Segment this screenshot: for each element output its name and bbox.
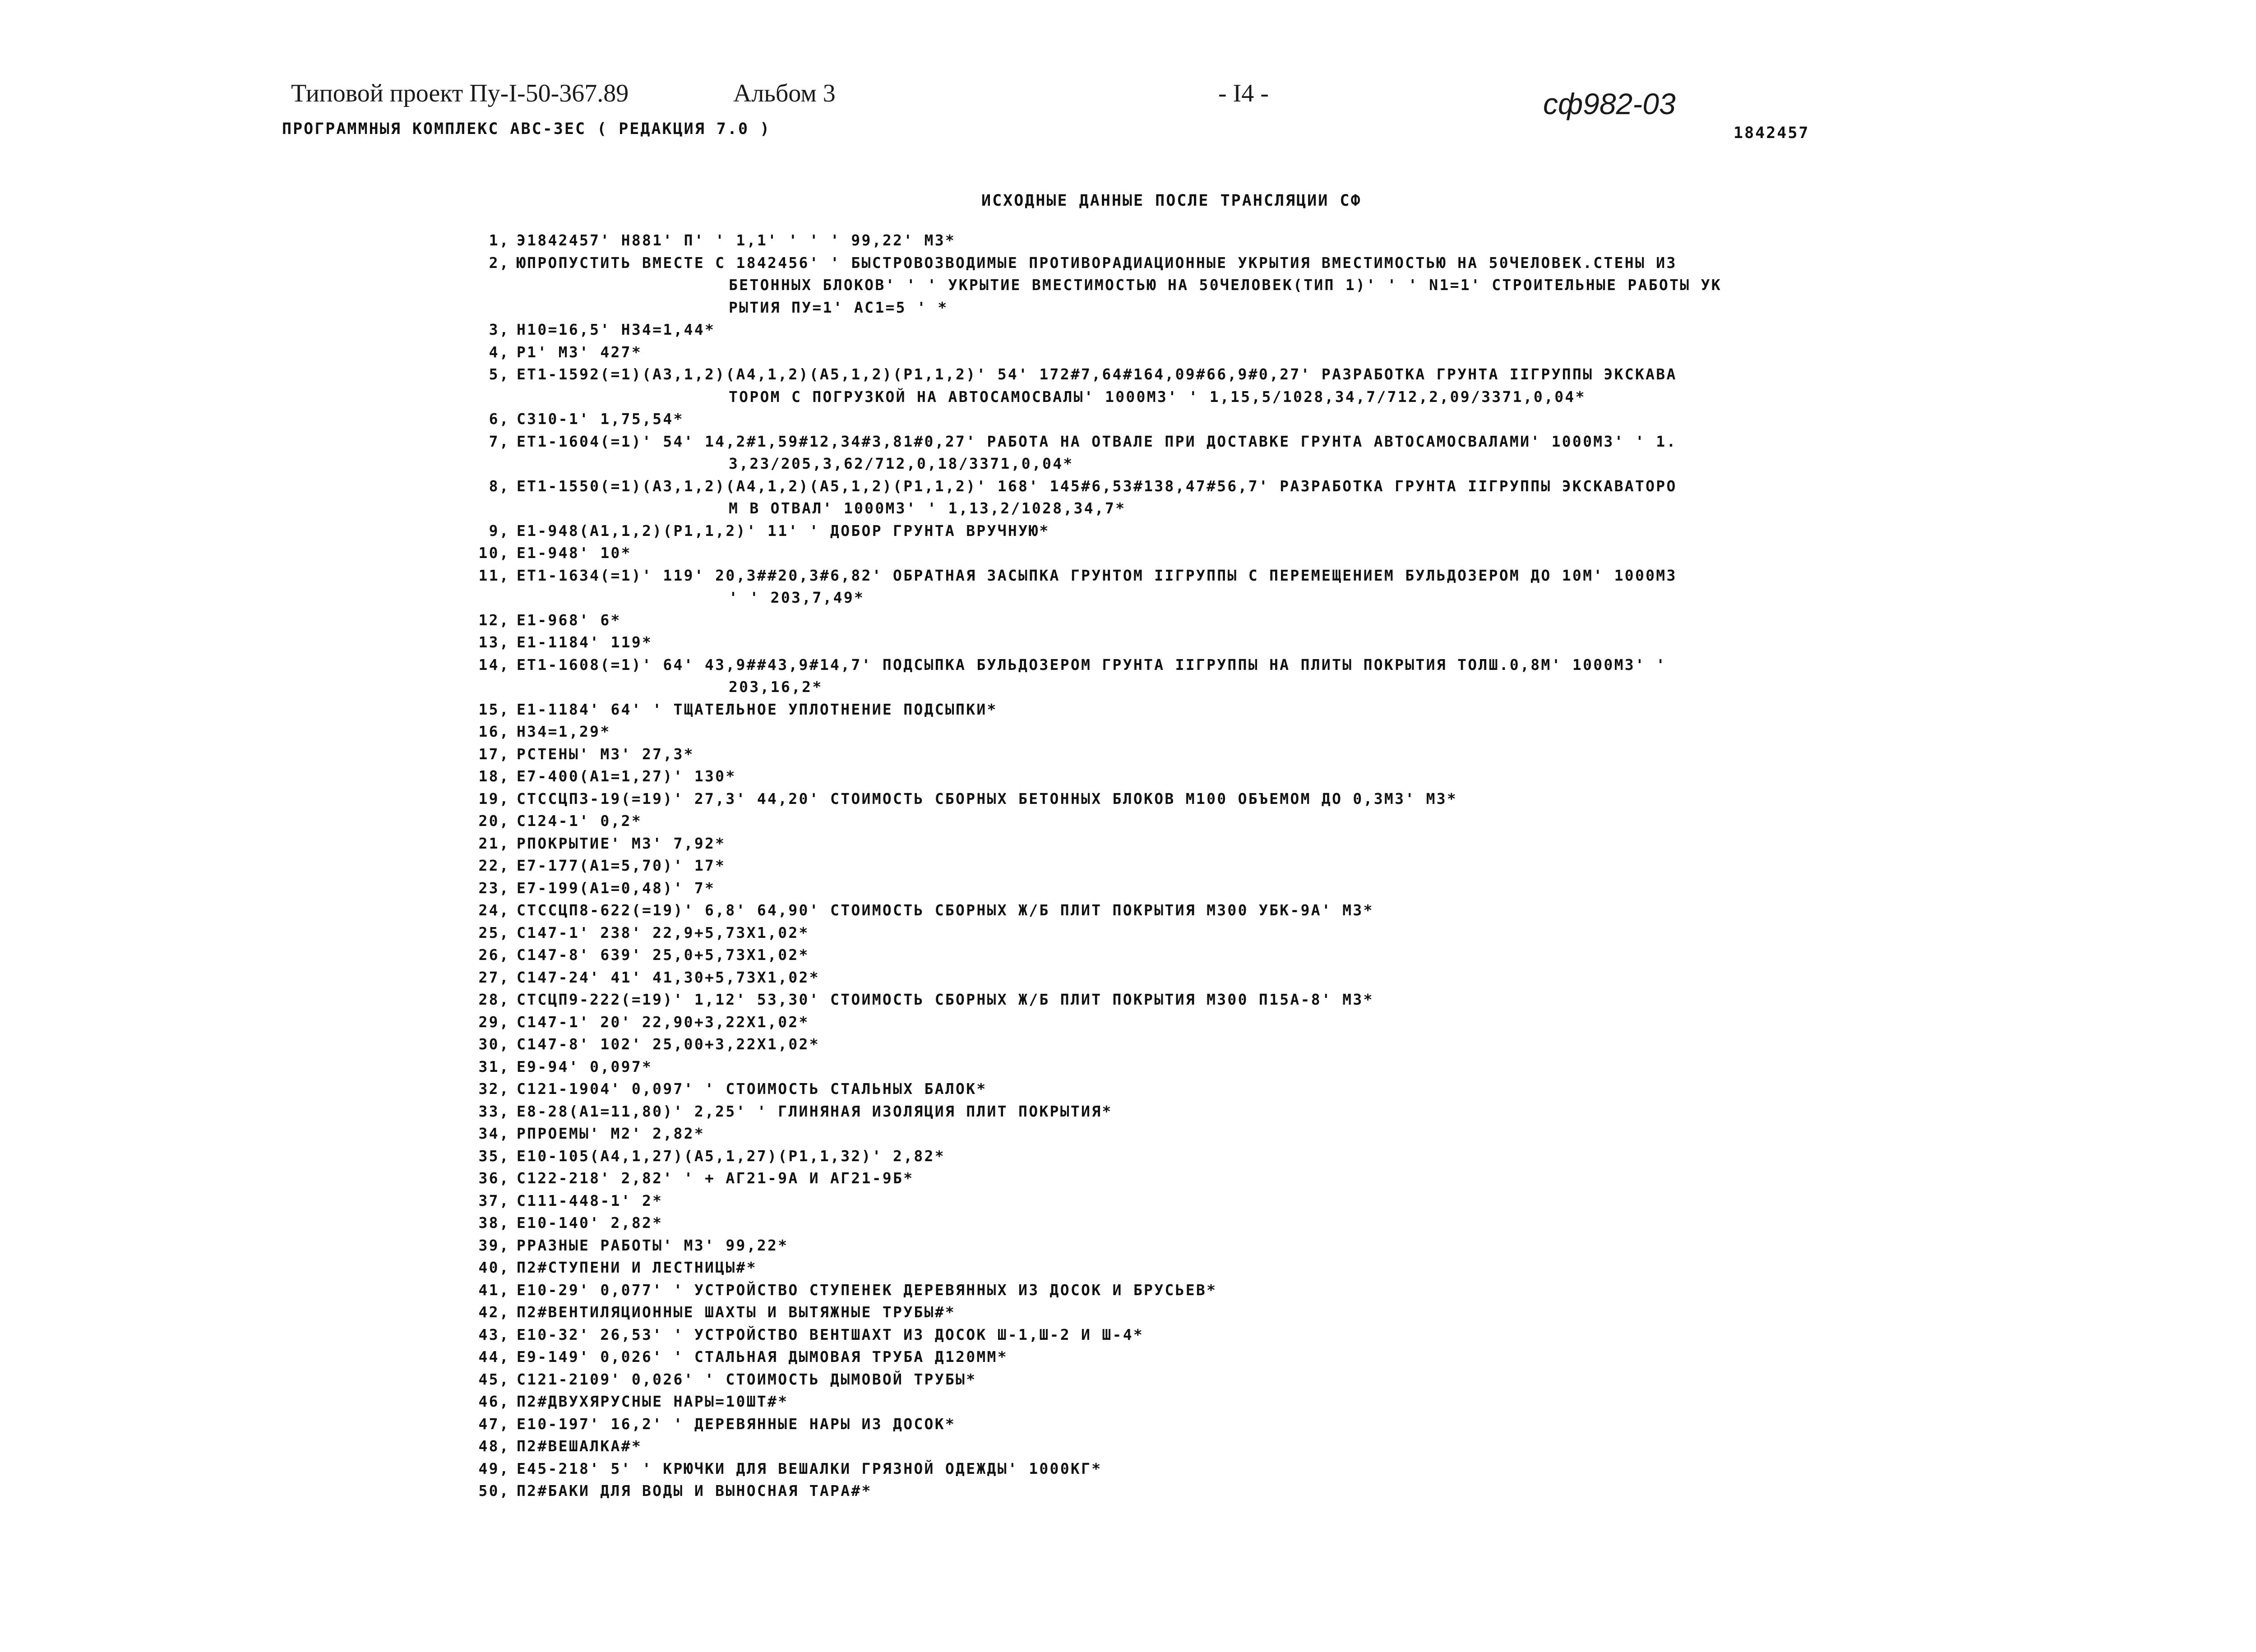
entry-text: С111-448-1' 2* [517, 1191, 663, 1209]
list-item [458, 252, 2046, 319]
entry-number: 15, [478, 700, 510, 718]
list-item [458, 966, 2046, 989]
list-item [458, 1256, 2046, 1279]
entry-number: 17, [478, 745, 510, 763]
list-item [458, 1301, 2046, 1324]
entry-text: Н34=1,29* [517, 723, 611, 740]
document-id: 1842457 [1734, 124, 1810, 142]
list-item [458, 1033, 2046, 1056]
album-label: Альбом 3 [733, 79, 836, 107]
entry-number: 24, [478, 901, 510, 919]
list-item [458, 1234, 2046, 1257]
entry-number: 30, [478, 1035, 510, 1053]
entry-text: РРАЗНЫЕ РАБОТЫ' М3' 99,22* [517, 1236, 789, 1254]
entry-text: РСТЕНЫ' М3' 27,3* [517, 745, 694, 763]
list-item [458, 631, 2046, 654]
entry-number: 41, [478, 1281, 510, 1299]
entry-number: 32, [478, 1080, 510, 1098]
entry-number: 10, [478, 544, 510, 562]
list-item [458, 1480, 2046, 1502]
entry-continuation: 3,23/205,3,62/712,0,18/3371,0,04* [729, 455, 1074, 472]
entry-text: Е9-149' 0,026' ' СТАЛЬНАЯ ДЫМОВАЯ ТРУБА Д120ММ* [517, 1348, 1008, 1366]
entry-text: СТССЦП3-19(=19)' 27,3' 44,20' СТОИМОСТЬ СБОРНЫХ БЕТОННЫХ БЛОКОВ М100 ОБЪЕМОМ ДО 0,3М3' М3* [517, 789, 1458, 808]
entry-number: 4, [489, 343, 510, 361]
entry-text: С147-1' 238' 22,9+5,73Х1,02* [517, 923, 809, 941]
list-item [458, 765, 2046, 788]
entry-text: ЕТ1-1550(=1)(А3,1,2)(А4,1,2)(А5,1,2)(Р1,1,2)' 168' 145#6,53#138,47#56,7' РАЗРАБОТКА ГРУНТА IIГРУППЫ ЭКСКАВАТОРО [517, 477, 1677, 495]
list-item [458, 1212, 2046, 1234]
entry-number: 45, [478, 1370, 510, 1388]
entry-text: Е8-28(А1=11,80)' 2,25' ' ГЛИНЯНАЯ ИЗОЛЯЦИЯ ПЛИТ ПОКРЫТИЯ* [517, 1102, 1113, 1120]
entry-number: 5, [489, 365, 510, 383]
entry-text: С121-1904' 0,097' ' СТОИМОСТЬ СТАЛЬНЫХ БАЛОК* [517, 1080, 987, 1098]
list-item [458, 1324, 2046, 1346]
list-item [458, 1279, 2046, 1301]
entry-text: С122-218' 2,82' ' + АГ21-9А И АГ21-9Б* [517, 1169, 914, 1187]
list-item [458, 854, 2046, 877]
entry-number: 11, [478, 566, 510, 584]
list-item [458, 1368, 2046, 1391]
list-item [458, 922, 2046, 944]
entry-text: СТССЦП8-622(=19)' 6,8' 64,90' СТОИМОСТЬ СБОРНЫХ Ж/Б ПЛИТ ПОКРЫТИЯ М300 УБК-9А' М3* [517, 901, 1374, 919]
entry-text: Е45-218' 5' ' КРЮЧКИ ДЛЯ ВЕШАЛКИ ГРЯЗНОЙ ОДЕЖДЫ' 1000КГ* [517, 1459, 1102, 1477]
list-item [458, 1011, 2046, 1034]
entry-text: Е1-1184' 64' ' ТЩАТЕЛЬНОЕ УПЛОТНЕНИЕ ПОДСЫПКИ* [517, 700, 998, 718]
list-item [458, 1190, 2046, 1212]
entry-text: ЕТ1-1592(=1)(А3,1,2)(А4,1,2)(А5,1,2)(Р1,1,2)' 54' 172#7,64#164,09#66,9#0,27' РАЗРАБОТКА ГРУНТА IIГРУППЫ ЭКСКАВА [517, 365, 1677, 383]
entry-number: 46, [478, 1393, 510, 1410]
entry-number: 42, [478, 1303, 510, 1321]
entry-text: Е7-199(А1=0,48)' 7* [517, 879, 716, 897]
entry-number: 3, [489, 321, 510, 338]
entry-number: 44, [478, 1348, 510, 1366]
entry-text: Е7-400(А1=1,27)' 130* [517, 767, 736, 785]
list-item [458, 698, 2046, 721]
entry-text: Е9-94' 0,097* [517, 1057, 653, 1075]
entry-text: С310-1' 1,75,54* [517, 410, 684, 428]
entry-number: 27, [478, 968, 510, 986]
list-item [458, 229, 2046, 252]
entry-text: РПОКРЫТИЕ' М3' 7,92* [517, 834, 726, 852]
entry-text: Е10-29' 0,077' ' УСТРОЙСТВО СТУПЕНЕК ДЕРЕВЯННЫХ ИЗ ДОСОК И БРУСЬЕВ* [517, 1281, 1217, 1299]
entry-continuation: 203,16,2* [729, 678, 823, 696]
entry-text: П2#ДВУХЯРУСНЫЕ НАРЫ=10ШТ#* [517, 1393, 789, 1410]
handwritten-doc-code: сф982-03 [1543, 87, 1676, 120]
entry-text: П2#ВЕШАЛКА#* [517, 1437, 643, 1455]
entry-continuation: БЕТОННЫХ БЛОКОВ' ' ' УКРЫТИЕ ВМЕСТИМОСТЬЮ НА 50ЧЕЛОВЕК(ТИП 1)' ' ' N1=1' СТРОИТЕЛЬНЫЕ РАБОТЫ УК [729, 276, 1722, 294]
entry-text: ЕТ1-1604(=1)' 54' 14,2#1,59#12,34#3,81#0,27' РАБОТА НА ОТВАЛЕ ПРИ ДОСТАВКЕ ГРУНТА АВТОСАМОСВАЛАМИ' 1000М3' ' 1. [517, 432, 1677, 450]
entry-number: 18, [478, 767, 510, 785]
entry-number: 50, [478, 1482, 510, 1500]
entry-number: 36, [478, 1169, 510, 1187]
list-item [458, 341, 2046, 364]
entry-number: 12, [478, 611, 510, 629]
list-item [458, 1078, 2046, 1100]
list-item [458, 1056, 2046, 1078]
entry-text: П2#СТУПЕНИ И ЛЕСТНИЦЫ#* [517, 1259, 757, 1276]
list-item [458, 1122, 2046, 1145]
entry-text: Е1-948(А1,1,2)(Р1,1,2)' 11' ' ДОБОР ГРУНТА ВРУЧНУЮ* [517, 521, 1050, 540]
list-item [458, 944, 2046, 966]
entry-number: 9, [489, 521, 510, 540]
entry-number: 28, [478, 991, 510, 1008]
list-item [458, 877, 2046, 900]
list-item [458, 475, 2046, 520]
entry-number: 39, [478, 1236, 510, 1254]
list-item [458, 810, 2046, 832]
entry-number: 40, [478, 1259, 510, 1276]
entry-text: Е10-32' 26,53' ' УСТРОЙСТВО ВЕНТШАХТ ИЗ ДОСОК Ш-1,Ш-2 И Ш-4* [517, 1325, 1144, 1343]
entries-list [458, 229, 2046, 1502]
entry-number: 8, [489, 477, 510, 495]
entry-number: 47, [478, 1415, 510, 1433]
list-item [458, 1167, 2046, 1190]
project-title: Типовой проект Пу-I-50-367.89 [291, 79, 629, 107]
entry-number: 43, [478, 1325, 510, 1343]
entry-text: РПРОЕМЫ' М2' 2,82* [517, 1125, 705, 1142]
entry-text: Е1-948' 10* [517, 544, 632, 562]
entry-number: 22, [478, 857, 510, 874]
entry-text: Н10=16,5' Н34=1,44* [517, 321, 716, 338]
program-info-line: ПРОГРАММНЫЯ КОМПЛЕКС АВС-3ЕС ( РЕДАКЦИЯ 7.0 ) [282, 120, 771, 138]
entry-text: С147-8' 102' 25,00+3,22Х1,02* [517, 1035, 820, 1053]
list-item [458, 430, 2046, 475]
list-item [458, 743, 2046, 766]
entry-continuation: М В ОТВАЛ' 1000М3' ' 1,13,2/1028,34,7* [729, 499, 1126, 517]
entry-text: Е10-105(А4,1,27)(А5,1,27)(Р1,1,32)' 2,82* [517, 1147, 945, 1165]
list-item [458, 988, 2046, 1011]
entry-text: Е7-177(А1=5,70)' 17* [517, 857, 726, 874]
entry-number: 48, [478, 1437, 510, 1455]
list-item [458, 1346, 2046, 1368]
list-item [458, 1145, 2046, 1167]
entry-text: С147-24' 41' 41,30+5,73Х1,02* [517, 968, 820, 986]
entry-text: ЮПРОПУСТИТЬ ВМЕСТЕ С 1842456' ' БЫСТРОВОЗВОДИМЫЕ ПРОТИВОРАДИАЦИОННЫЕ УКРЫТИЯ ВМЕСТИМОСТЬЮ НА 50ЧЕЛОВЕК.СТЕНЫ ИЗ [517, 254, 1677, 272]
entry-number: 7, [489, 432, 510, 450]
entry-text: Е1-1184' 119* [517, 633, 653, 651]
entry-number: 49, [478, 1459, 510, 1477]
list-item [458, 832, 2046, 855]
list-item [458, 408, 2046, 430]
entry-number: 21, [478, 834, 510, 852]
list-item [458, 1435, 2046, 1458]
entry-text: П2#ВЕНТИЛЯЦИОННЫЕ ШАХТЫ И ВЫТЯЖНЫЕ ТРУБЫ#* [517, 1303, 956, 1321]
list-item [458, 654, 2046, 698]
entry-text: Е1-968' 6* [517, 611, 621, 629]
entry-number: 1, [489, 231, 510, 249]
entry-text: СТСЦП9-222(=19)' 1,12' 53,30' СТОИМОСТЬ СБОРНЫХ Ж/Б ПЛИТ ПОКРЫТИЯ М300 П15А-8' М3* [517, 991, 1374, 1008]
entry-number: 13, [478, 633, 510, 651]
entry-text: Р1' М3' 427* [517, 343, 643, 361]
entry-number: 25, [478, 923, 510, 941]
entry-number: 23, [478, 879, 510, 897]
list-item [458, 1413, 2046, 1435]
entry-number: 33, [478, 1102, 510, 1120]
list-item [458, 564, 2046, 609]
entry-text: Е10-140' 2,82* [517, 1214, 663, 1232]
list-item [458, 609, 2046, 632]
entry-text: С121-2109' 0,026' ' СТОИМОСТЬ ДЫМОВОЙ ТРУБЫ* [517, 1370, 977, 1388]
list-item [458, 318, 2046, 341]
entry-number: 19, [478, 789, 510, 808]
list-item [458, 542, 2046, 564]
entry-number: 29, [478, 1013, 510, 1031]
entry-number: 35, [478, 1147, 510, 1165]
list-item [458, 363, 2046, 408]
section-title: ИСХОДНЫЕ ДАННЫЕ ПОСЛЕ ТРАНСЛЯЦИИ СФ [981, 192, 1362, 210]
list-item [458, 1100, 2046, 1123]
entry-text: С147-1' 20' 22,90+3,22Х1,02* [517, 1013, 809, 1031]
entry-number: 16, [478, 723, 510, 740]
list-item [458, 1458, 2046, 1480]
entry-text: ЕТ1-1608(=1)' 64' 43,9##43,9#14,7' ПОДСЫПКА БУЛЬДОЗЕРОМ ГРУНТА IIГРУППЫ НА ПЛИТЫ ПОКРЫТИЯ ТОЛШ.0,8М' 1000М3' ' [517, 655, 1667, 674]
entry-text: ЕТ1-1634(=1)' 119' 20,3##20,3#6,82' ОБРАТНАЯ ЗАСЫПКА ГРУНТОМ IIГРУППЫ С ПЕРЕМЕЩЕНИЕМ БУЛЬДОЗЕРОМ ДО 10М' 1000М3 [517, 566, 1677, 584]
list-item [458, 899, 2046, 922]
entry-continuation: РЫТИЯ ПУ=1' АС1=5 ' * [729, 298, 948, 316]
list-item [458, 788, 2046, 810]
entry-number: 14, [478, 655, 510, 674]
entry-text: Е10-197' 16,2' ' ДЕРЕВЯННЫЕ НАРЫ ИЗ ДОСОК* [517, 1415, 956, 1433]
entry-number: 37, [478, 1191, 510, 1209]
entry-number: 6, [489, 410, 510, 428]
entry-text: П2#БАКИ ДЛЯ ВОДЫ И ВЫНОСНАЯ ТАРА#* [517, 1482, 872, 1500]
list-item [458, 1390, 2046, 1413]
entry-number: 34, [478, 1125, 510, 1142]
entry-number: 38, [478, 1214, 510, 1232]
entry-text: С147-8' 639' 25,0+5,73Х1,02* [517, 946, 809, 964]
entry-text: Э1842457' Н881' П' ' 1,1' ' ' ' 99,22' М3* [517, 231, 956, 249]
list-item [458, 720, 2046, 743]
entry-number: 20, [478, 812, 510, 830]
page-number: - I4 - [1218, 79, 1269, 107]
list-item [458, 520, 2046, 542]
entry-text: С124-1' 0,2* [517, 812, 643, 830]
entry-continuation: ' ' 203,7,49* [729, 589, 865, 606]
entry-number: 31, [478, 1057, 510, 1075]
entry-number: 26, [478, 946, 510, 964]
entry-number: 2, [489, 254, 510, 272]
entry-continuation: ТОРОМ С ПОГРУЗКОЙ НА АВТОСАМОСВАЛЫ' 1000М3' ' 1,15,5/1028,34,7/712,2,09/3371,0,04* [729, 388, 1586, 406]
